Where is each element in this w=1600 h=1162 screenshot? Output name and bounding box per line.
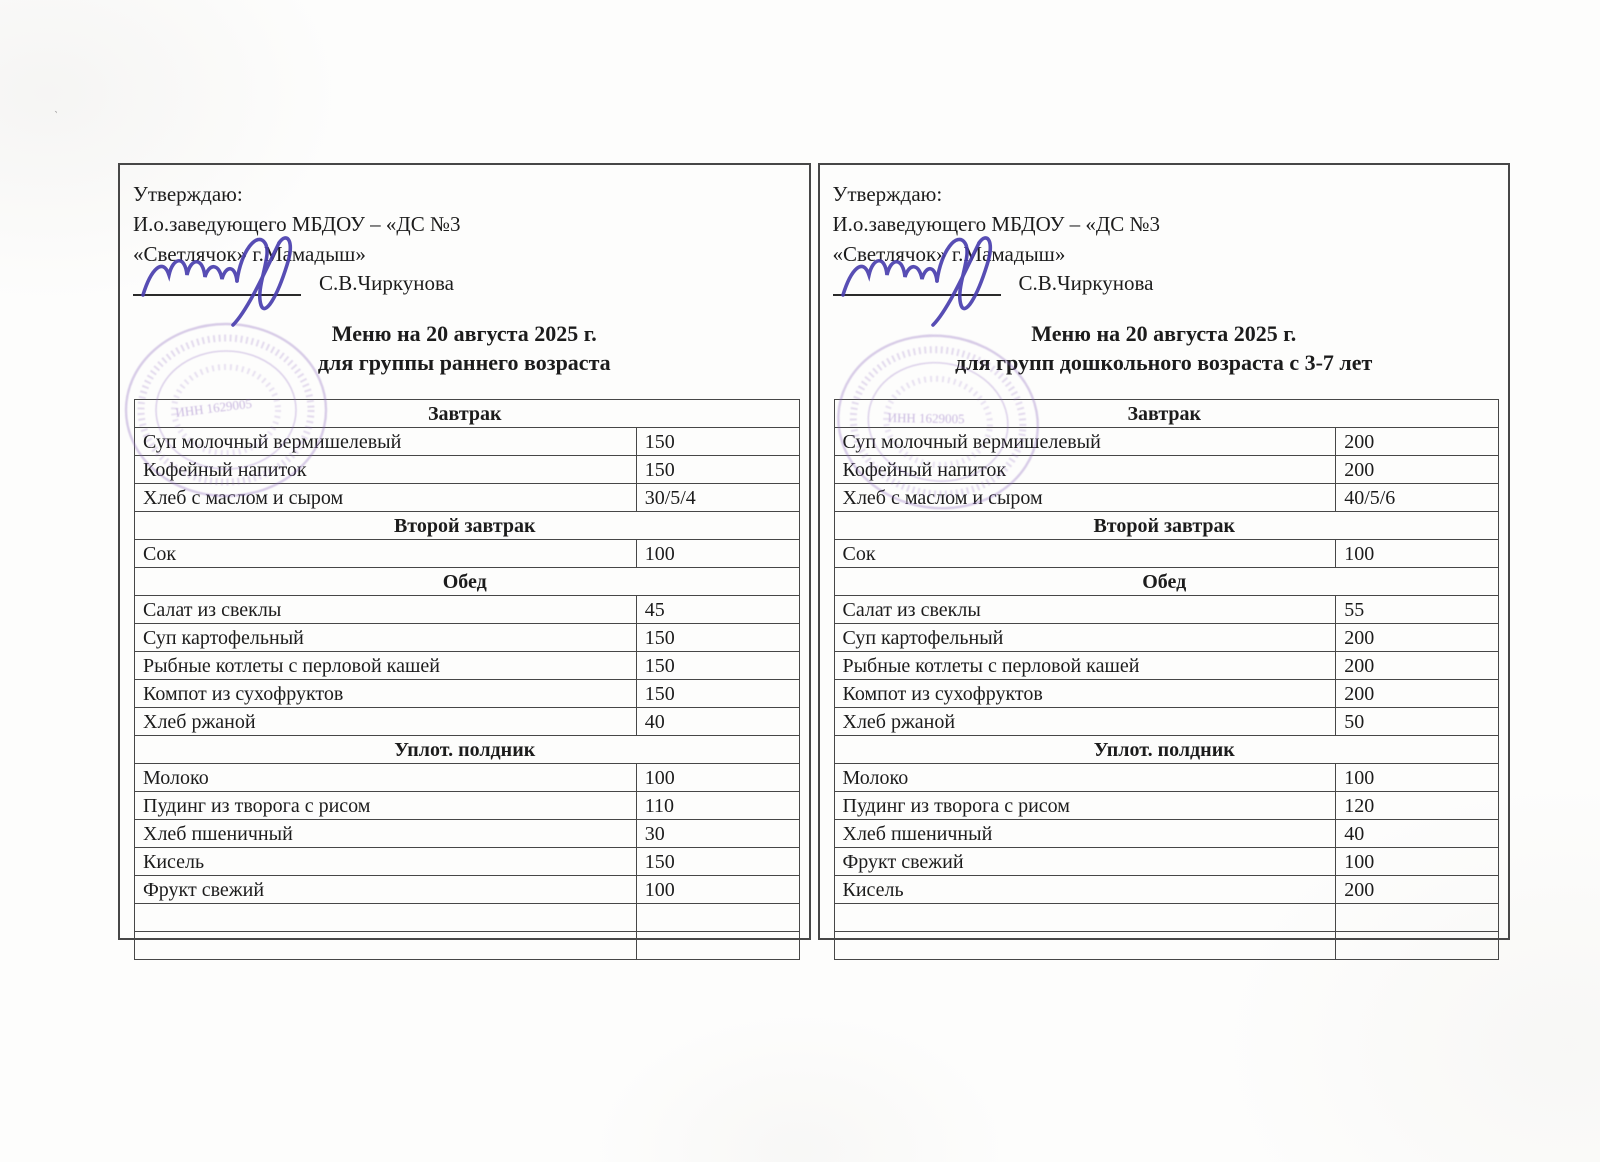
menu-section-row	[135, 736, 800, 764]
menu-item-qty: 100	[636, 764, 799, 792]
menu-item-row	[135, 680, 800, 708]
menu-item-name: Сок	[834, 540, 1336, 568]
menu-item-row	[135, 848, 800, 876]
menu-item-row	[834, 596, 1499, 624]
menu-empty-row	[834, 932, 1499, 960]
menu-section-row	[834, 568, 1499, 596]
menu-item-qty: 150	[636, 680, 799, 708]
menu-item-name: Кисель	[135, 848, 637, 876]
menu-section-row	[135, 512, 800, 540]
menu-item-name: Суп молочный вермишелевый	[135, 428, 637, 456]
menu-item-qty: 50	[1336, 708, 1499, 736]
menu-item-qty	[636, 932, 799, 960]
menu-title	[120, 319, 809, 377]
menu-item-row	[834, 680, 1499, 708]
menu-item-qty: 150	[636, 624, 799, 652]
menu-item-name	[834, 904, 1336, 932]
menu-section-header: Завтрак	[834, 400, 1499, 428]
menu-item-row	[135, 540, 800, 568]
menu-item-qty: 150	[636, 652, 799, 680]
signature-line	[133, 272, 301, 296]
menu-item-row	[135, 428, 800, 456]
menu-item-row	[135, 764, 800, 792]
menu-section-row	[834, 512, 1499, 540]
menu-item-name: Хлеб с маслом и сыром	[834, 484, 1336, 512]
menu-item-name: Компот из сухофруктов	[135, 680, 637, 708]
menu-item-name: Рыбные котлеты с перловой кашей	[834, 652, 1336, 680]
menu-item-name: Суп картофельный	[135, 624, 637, 652]
menu-empty-row	[135, 932, 800, 960]
menu-item-row	[834, 848, 1499, 876]
menu-item-qty: 30	[636, 820, 799, 848]
menu-item-name: Пудинг из творога с рисом	[135, 792, 637, 820]
menu-item-qty: 110	[636, 792, 799, 820]
menu-sheet	[118, 163, 1510, 940]
menu-item-name: Фрукт свежий	[135, 876, 637, 904]
menu-item-name: Хлеб ржаной	[135, 708, 637, 736]
menu-item-row	[135, 484, 800, 512]
approval-block	[133, 179, 809, 269]
menu-item-row	[834, 428, 1499, 456]
menu-table-preschool	[834, 399, 1500, 960]
menu-item-qty: 100	[1336, 540, 1499, 568]
menu-title-line2: для групп дошкольного возраста с 3-7 лет	[955, 350, 1373, 375]
menu-item-qty: 200	[1336, 456, 1499, 484]
menu-item-row	[834, 652, 1499, 680]
menu-item-qty: 30/5/4	[636, 484, 799, 512]
menu-item-name: Суп молочный вермишелевый	[834, 428, 1336, 456]
menu-item-qty: 200	[1336, 652, 1499, 680]
menu-item-qty: 100	[1336, 848, 1499, 876]
menu-item-name: Хлеб с маслом и сыром	[135, 484, 637, 512]
menu-section-row	[135, 400, 800, 428]
menu-section-row	[834, 400, 1499, 428]
menu-item-row	[135, 876, 800, 904]
menu-item-qty: 100	[636, 540, 799, 568]
menu-item-row	[135, 456, 800, 484]
menu-item-qty	[636, 904, 799, 932]
menu-section-header: Уплот. полдник	[834, 736, 1499, 764]
menu-item-name: Пудинг из творога с рисом	[834, 792, 1336, 820]
menu-item-name: Суп картофельный	[834, 624, 1336, 652]
menu-item-name	[135, 932, 637, 960]
menu-item-name	[834, 932, 1336, 960]
menu-item-name: Кофейный напиток	[834, 456, 1336, 484]
menu-section-header: Второй завтрак	[834, 512, 1499, 540]
menu-item-row	[135, 708, 800, 736]
menu-item-row	[834, 820, 1499, 848]
menu-item-qty: 120	[1336, 792, 1499, 820]
menu-item-row	[135, 792, 800, 820]
menu-item-row	[135, 652, 800, 680]
menu-title-line2: для группы раннего возраста	[317, 350, 611, 375]
stamp-inn-text: ИНН 1629005	[174, 395, 253, 420]
menu-section-header: Второй завтрак	[135, 512, 800, 540]
menu-item-qty: 150	[636, 848, 799, 876]
menu-item-name: Молоко	[135, 764, 637, 792]
menu-item-row	[834, 456, 1499, 484]
menu-item-name: Рыбные котлеты с перловой кашей	[135, 652, 637, 680]
approval-line: «Светлячок» г.Мамадыш»	[133, 242, 366, 266]
menu-item-qty: 200	[1336, 876, 1499, 904]
menu-item-row	[834, 792, 1499, 820]
menu-item-qty: 150	[636, 428, 799, 456]
signature-row	[133, 271, 809, 305]
menu-item-qty: 200	[1336, 680, 1499, 708]
approval-line: И.о.заведующего МБДОУ – «ДС №3	[133, 212, 461, 236]
menu-item-name: Сок	[135, 540, 637, 568]
menu-section-header: Обед	[135, 568, 800, 596]
menu-item-qty: 100	[636, 876, 799, 904]
menu-item-name: Фрукт свежий	[834, 848, 1336, 876]
approval-line: «Светлячок» г.Мамадыш»	[832, 242, 1066, 266]
menu-item-row	[834, 624, 1499, 652]
menu-empty-row	[135, 904, 800, 932]
signer-name: С.В.Чиркунова	[319, 271, 455, 295]
menu-item-qty: 40/5/6	[1336, 484, 1499, 512]
menu-item-name: Кисель	[834, 876, 1336, 904]
menu-item-qty: 55	[1336, 596, 1499, 624]
menu-panel-early-age	[118, 163, 811, 940]
menu-item-name: Хлеб ржаной	[834, 708, 1336, 736]
menu-item-name: Кофейный напиток	[135, 456, 637, 484]
approval-line: Утверждаю:	[832, 182, 943, 206]
menu-item-name: Компот из сухофруктов	[834, 680, 1336, 708]
menu-item-row	[135, 624, 800, 652]
menu-section-header: Завтрак	[135, 400, 800, 428]
menu-item-qty: 40	[636, 708, 799, 736]
menu-panel-preschool	[818, 163, 1511, 940]
approval-block	[833, 179, 1509, 269]
menu-section-row	[834, 736, 1499, 764]
approval-line: И.о.заведующего МБДОУ – «ДС №3	[832, 212, 1161, 236]
signer-name: С.В.Чиркунова	[1018, 271, 1154, 295]
menu-item-row	[834, 764, 1499, 792]
menu-table-early-age	[134, 399, 800, 960]
menu-item-row	[834, 708, 1499, 736]
menu-title-line1: Меню на 20 августа 2025 г.	[1031, 321, 1297, 346]
menu-section-header: Уплот. полдник	[135, 736, 800, 764]
menu-item-qty: 40	[1336, 820, 1499, 848]
menu-title	[820, 319, 1509, 377]
menu-item-row	[834, 484, 1499, 512]
signature-line	[833, 272, 1001, 296]
menu-item-row	[834, 876, 1499, 904]
menu-item-qty	[1336, 932, 1499, 960]
menu-item-qty: 100	[1336, 764, 1499, 792]
menu-item-qty: 45	[636, 596, 799, 624]
menu-item-row	[834, 540, 1499, 568]
approval-line: Утверждаю:	[133, 182, 243, 206]
signature-row	[833, 271, 1509, 305]
stamp-inn-text: ИНН 1629005	[887, 409, 965, 427]
menu-item-qty	[1336, 904, 1499, 932]
menu-item-name: Хлеб пшеничный	[135, 820, 637, 848]
scan-speck: `	[51, 107, 59, 124]
menu-empty-row	[834, 904, 1499, 932]
menu-section-header: Обед	[834, 568, 1499, 596]
menu-title-line1: Меню на 20 августа 2025 г.	[331, 321, 597, 346]
menu-item-name: Салат из свеклы	[135, 596, 637, 624]
menu-item-name: Хлеб пшеничный	[834, 820, 1336, 848]
menu-item-row	[135, 596, 800, 624]
menu-item-row	[135, 820, 800, 848]
menu-section-row	[135, 568, 800, 596]
menu-item-qty: 200	[1336, 624, 1499, 652]
menu-item-name: Салат из свеклы	[834, 596, 1336, 624]
menu-item-qty: 200	[1336, 428, 1499, 456]
menu-item-name	[135, 904, 637, 932]
menu-item-qty: 150	[636, 456, 799, 484]
menu-item-name: Молоко	[834, 764, 1336, 792]
